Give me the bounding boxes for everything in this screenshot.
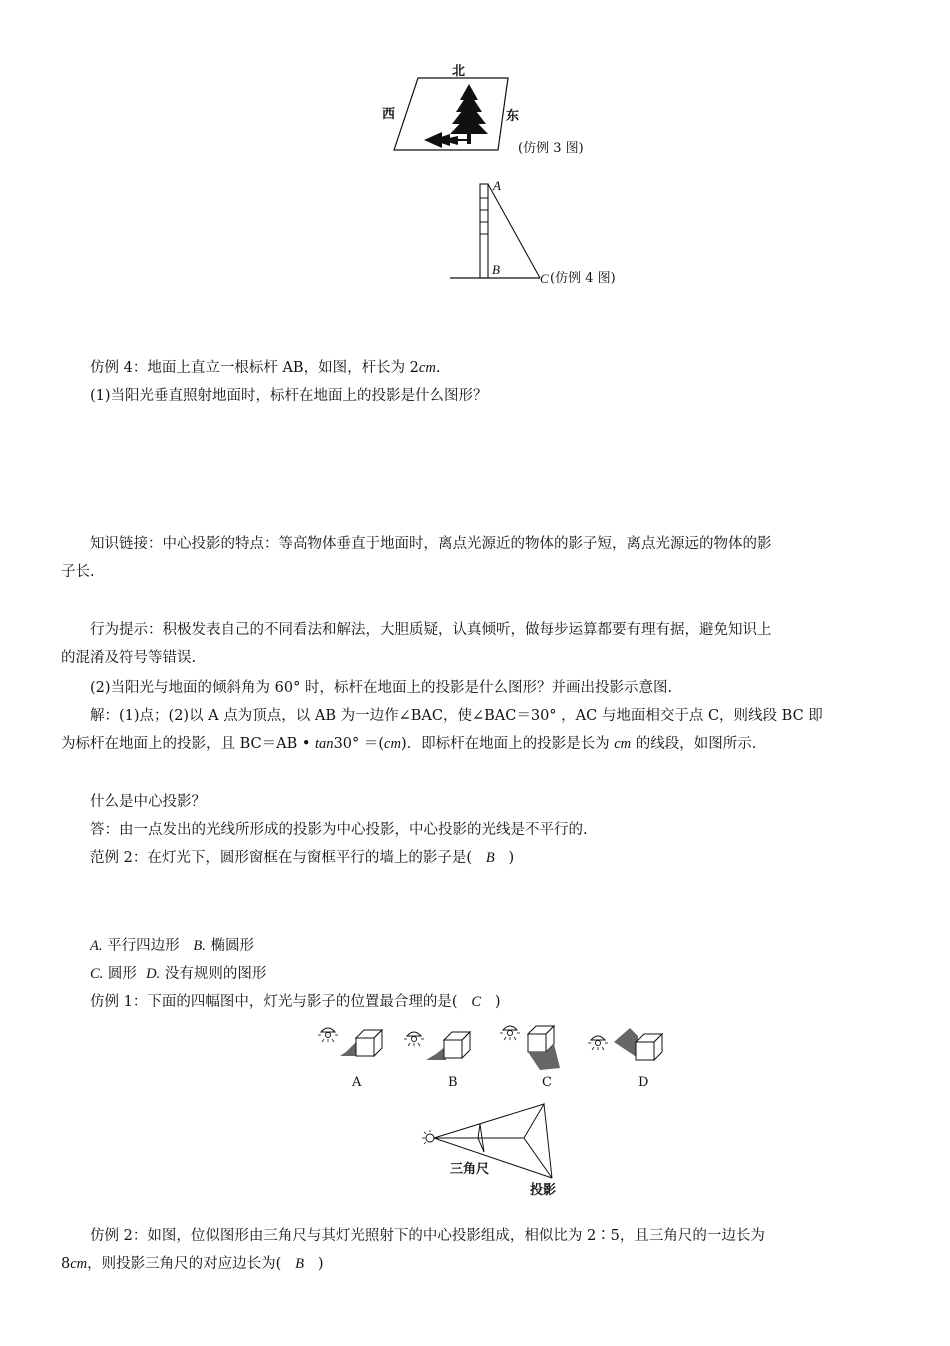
solution-line1: 解：(1)点；(2)以 A 点为顶点，以 AB 为一边作∠BAC，使∠BAC＝30° ，AC 与地面相交于点 C，则线段 BC 即 [90,708,823,724]
option-c-diagram [500,1026,560,1090]
practice-2-line2: 8cm，则投影三角尺的对应边长为( B ) [61,1256,324,1272]
fig3-caption: (仿例 3 图) [518,141,584,156]
label-north: 北 [452,64,466,79]
lamp-icon [422,1130,434,1144]
label-shadow: 投影 [530,1183,557,1198]
center-answer: 答：由一点发出的光线所形成的投影为中心投影，中心投影的光线是不平行的. [90,822,588,838]
label-b: B [492,262,500,277]
option-c-label: C [542,1075,552,1090]
hint-line1: 行为提示：积极发表自己的不同看法和解法，大胆质疑，认真倾听，做每步运算都要有理有据，避免知识上 [90,622,772,638]
options-cd: C. 圆形 D. 没有规则的图形 [90,966,267,982]
figure-tree-plane [380,62,620,162]
hint-line2: 的混淆及符号等错误. [61,650,197,666]
practice-2-line1: 仿例 2：如图，位似图形由三角尺与其灯光照射下的中心投影组成，相似比为 2∶5，且三角尺的一边长为 [90,1228,765,1244]
solution-line2: 为标杆在地面上的投影，且 BC＝AB • tan30° ＝(cm)．即标杆在地面上的投影是长为 cm 的线段，如图所示. [61,736,757,752]
label-ruler: 三角尺 [450,1162,490,1177]
link-line2: 子长. [61,564,95,580]
shadow-triangle [524,1104,552,1178]
question-2: (2)当阳光与地面的倾斜角为 60° 时，标杆在地面上的投影是什么图形？并画出投影示意图. [90,680,673,696]
figure-pole [448,180,648,290]
option-d-label: D [638,1075,649,1090]
option-d-diagram [588,1028,662,1090]
options-ab: A. 平行四边形 B. 椭圆形 [90,938,255,954]
p4-line1: 仿例 4：地面上直立一根标杆 AB，如图，杆长为 2cm. [90,360,441,376]
option-a-label: A [352,1075,362,1090]
example-2: 范例 2：在灯光下，圆形窗框在与窗框平行的墙上的影子是( B ) [90,850,515,866]
label-c: C [540,271,549,286]
tree-shadow-icon [424,132,468,148]
fig4-caption: (仿例 4 图) [550,271,616,286]
label-a: A [493,178,501,193]
tree-icon [450,84,488,144]
label-west: 西 [382,107,396,122]
label-east: 东 [506,109,520,124]
figure-triangle-projection [420,1100,580,1200]
option-b-label: B [448,1075,458,1090]
link-line1: 知识链接：中心投影的特点：等高物体垂直于地面时，离点光源近的物体的影子短，离点光源远的物体的影 [90,536,772,552]
p4-line2: (1)当阳光垂直照射地面时，标杆在地面上的投影是什么图形？ [90,388,488,404]
option-b-diagram [404,1032,470,1090]
figure-lamp-options [316,1022,676,1094]
practice-1: 仿例 1：下面的四幅图中，灯光与影子的位置最合理的是( C ) [90,994,501,1010]
option-a-diagram [318,1028,382,1090]
center-question: 什么是中心投影？ [90,794,206,810]
